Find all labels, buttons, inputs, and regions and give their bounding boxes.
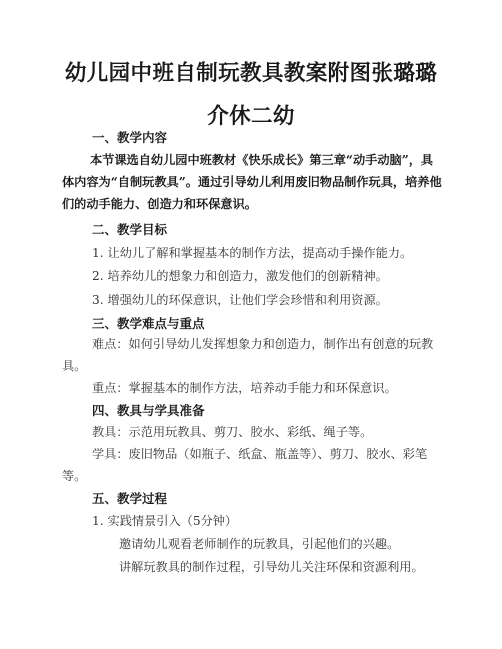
section-heading-process: 五、教学过程 bbox=[92, 491, 168, 506]
section-heading-goals: 二、教学目标 bbox=[92, 222, 168, 237]
process-substep: 邀请幼儿观看老师制作的玩教具，引起他们的兴趣。 bbox=[119, 537, 400, 551]
difficulty-paragraph: 难点：如何引导幼儿发挥想象力和创造力，制作出有创意的玩教具。 bbox=[62, 337, 434, 373]
document-title: 幼儿园中班自制玩教具教案附图张璐璐介休二幼 bbox=[64, 61, 438, 129]
goal-item: 1. 让幼儿了解和掌握基本的制作方法，提高动手操作能力。 bbox=[92, 246, 413, 260]
focus-paragraph: 重点：掌握基本的制作方法，培养动手能力和环保意识。 bbox=[92, 381, 397, 395]
process-substep: 讲解玩教具的制作过程，引导幼儿关注环保和资源利用。 bbox=[119, 560, 424, 574]
section-heading-materials: 四、教具与学具准备 bbox=[92, 403, 205, 418]
section-heading-content: 一、教学内容 bbox=[92, 130, 168, 145]
goal-item: 3. 增强幼儿的环保意识，让他们学会珍惜和利用资源。 bbox=[92, 293, 388, 307]
section-heading-key-points: 三、教学难点与重点 bbox=[92, 316, 205, 331]
content-paragraph: 本节课选自幼儿园中班教材《快乐成长》第三章“动手动脑”，具体内容为“自制玩教具”。通过引导幼儿利用废旧物品制作玩具，培养他们的动手能力、创造力和环保意识。 bbox=[62, 153, 442, 211]
teacher-materials-paragraph: 教具：示范用玩教具、剪刀、胶水、彩纸、绳子等。 bbox=[92, 425, 373, 439]
goal-item: 2. 培养幼儿的想象力和创造力，激发他们的创新精神。 bbox=[92, 269, 388, 283]
student-materials-paragraph: 学具：废旧物品（如瓶子、纸盒、瓶盖等）、剪刀、胶水、彩笔等。 bbox=[62, 447, 428, 483]
process-step: 1. 实践情景引入（5分钟） bbox=[92, 514, 238, 528]
